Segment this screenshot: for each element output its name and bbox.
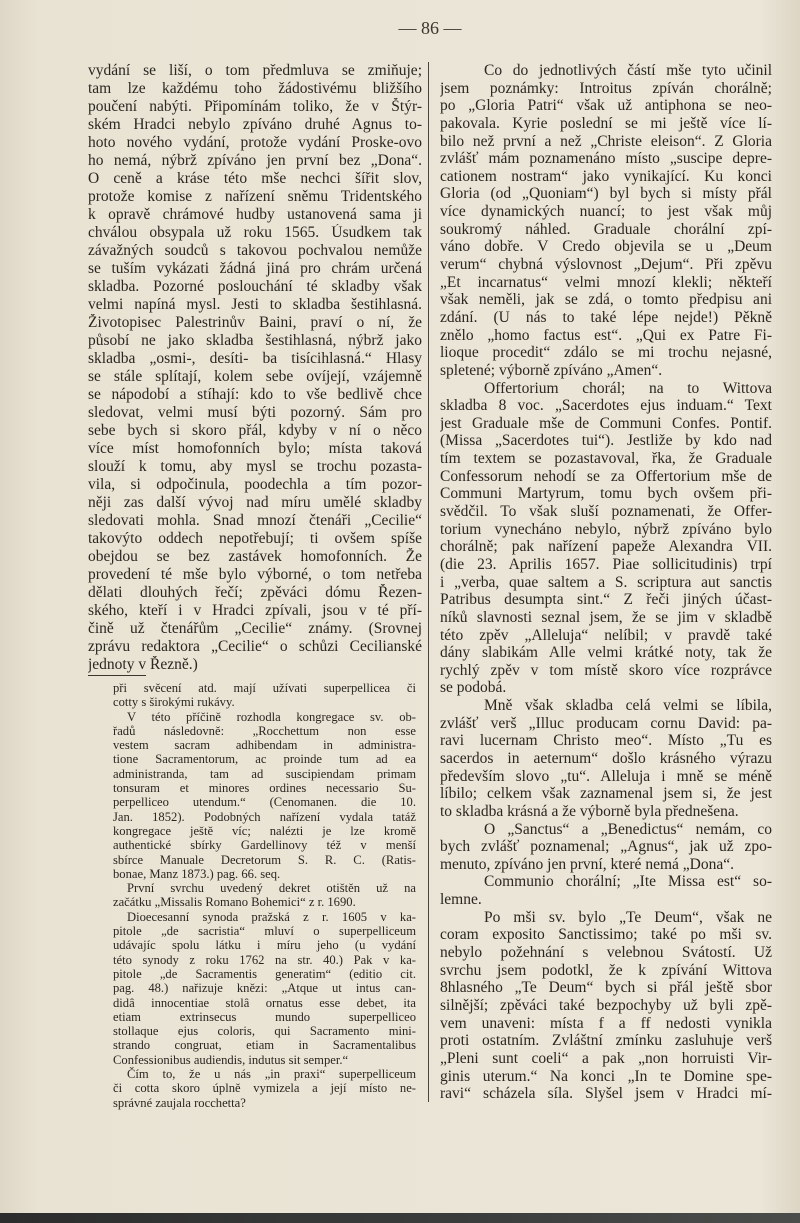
text-line: této zpěv „Alleluja“ nelíbil; v pravdě také	[440, 626, 772, 644]
text-line: dělati dlouhých řečí; zpěváci dómu Řezen-	[88, 584, 422, 601]
text-line: ského, kteří i v Hradci zpívali, jsou v té pří-	[88, 602, 422, 619]
text-line: dány slabikám Alle velmi krátké noty, tak že	[440, 644, 772, 662]
text-line: perpelliceo utendum.“ (Cenomanen. die 10.	[113, 795, 416, 810]
text-line: didâ innocentiae stolâ ornatus esse debet, ita	[113, 995, 416, 1010]
text-line: Patribus desumpta sint.“ Z řeči jiných účast-	[440, 591, 772, 609]
text-line: 8hlasného „Te Deum“ bych si přál ještě sbor	[440, 979, 772, 997]
text-line: něji zas další vývoj nad míru umělé skladby	[88, 494, 422, 511]
text-line: Communio chorální; „Ite Missa est“ so-	[484, 873, 772, 891]
text-line: závažných soudců s takovou pochvalou nemůže	[88, 242, 422, 259]
text-line: authentické sbírky Gardellinovy též v menší	[113, 838, 416, 853]
paragraph	[88, 62, 422, 674]
text-line: správné zaujala rocchetta?	[113, 1095, 246, 1110]
text-line: i „verba, quae saltem a S. scriptura aut sanctis	[440, 573, 772, 591]
paragraph	[440, 62, 772, 380]
text-line: První svrchu uvedený dekret otištěn už na	[127, 881, 416, 896]
paragraph	[113, 881, 416, 910]
text-line: Co do jednotlivých částí mše tyto učinil	[484, 62, 772, 79]
text-line: zvlášť mám poznamenáno místo „suscipe depre-	[440, 150, 772, 168]
text-line: O ceně a kráse této mše nechci šířit slov,	[88, 170, 422, 187]
text-line: zvlášť verš „Illuc producam cornu David: pa-	[440, 714, 772, 732]
paragraph	[113, 710, 416, 882]
text-line: hoto nového vydání, protože vydání Proske-ovo	[88, 134, 422, 151]
text-line: pitole „de sacristia“ mluví o superpelliceum	[113, 924, 416, 939]
paragraph	[440, 697, 772, 820]
text-line: sledovat, velmi musí býti pozorný. Sám pro	[88, 404, 422, 421]
text-line: líbilo; celkem však zaznamenal jsem si, že jest	[440, 785, 772, 803]
text-line: etiam extrinsecus mundo superpelliceo	[113, 1009, 416, 1024]
text-line: této synody z roku 1762 na str. 40.) Pak v ka-	[113, 952, 416, 967]
text-line: takovýto oddech nepotřebují; ti ovšem spíše	[88, 530, 422, 547]
text-line: ginis uterum.“ Na konci „In te Domine spe-	[440, 1067, 772, 1085]
text-line: svědčil. To však sluší poznamenati, že Offer-	[440, 503, 772, 521]
text-line: váno dobře. V Credo objevila se u „Deum	[440, 238, 772, 256]
text-line: lioque procedit“ zdálo se mi trochu nejasné,	[440, 344, 772, 362]
text-line: strando congruat, etiam in Sacramentalibus	[113, 1038, 416, 1053]
text-line: ském Hradci nebylo zpíváno druhé Agnus to-	[88, 116, 422, 133]
text-line: čině už čtenářům „Cecilie“ známy. (Srovnej	[88, 620, 422, 637]
text-line: lemne.	[440, 891, 482, 909]
text-line: či cotta skoro úplně vymizela a její místo ne-	[113, 1081, 416, 1096]
text-line: verum“ chybná výslovnost „Dejum“. Při zpěvu	[440, 256, 772, 274]
text-line: se podobá.	[440, 679, 507, 697]
left-column-main-text	[88, 62, 422, 674]
right-column-text	[440, 62, 772, 1103]
text-line: znělo „homo factus est“. „Qui ex Patre Fi-	[440, 326, 772, 344]
text-line: sacerdos in aeternum“ došlo krásného výrazu	[440, 749, 772, 767]
text-line: při svěcení atd. mají užívati superpellicea či	[113, 681, 416, 695]
text-line: působí ne jako skladba šestihlasná, nýbrž jako	[88, 332, 422, 349]
scan-bottom-edge	[0, 1213, 800, 1223]
text-line: více dynamických nuancí; to jest však můj	[440, 203, 772, 221]
text-line: vila, si odpočinula, poodechla a tím pozor-	[88, 476, 422, 493]
paragraph	[113, 681, 416, 710]
text-line: Životopisec Palestrinův Baini, praví o ní, že	[88, 314, 422, 331]
text-line: skladba 8 voc. „Sacerdotes ejus induam.“ Text	[440, 397, 772, 415]
text-line: bonae, Manz 1873.) pag. 66. seq.	[113, 866, 281, 881]
text-line: cationem nostram“ jako vynikající. Ku konci	[440, 167, 772, 185]
text-line: Confessionibus audiendis, indutus sit semper.“	[113, 1052, 349, 1067]
text-line: pakovala. Kyrie poslední se mi ještě více lí-	[440, 114, 772, 132]
text-line: vydání se liší, o tom předmluva se zmiňuje;	[88, 62, 422, 79]
text-line: (die 23. Aprilis 1657. Piae sollicitudinis) trpí	[440, 555, 772, 573]
text-line: Dioecesanní synoda pražská z r. 1605 v ka-	[127, 909, 416, 924]
text-line: protože komise z nařízení sněmu Tridentského	[88, 188, 422, 205]
text-line: vem unaveni: místa f a ff nedosti vynikla	[440, 1014, 772, 1032]
text-line: sledovati mohla. Snad mnozí čtenáři „Cecilie“	[88, 512, 422, 529]
page-number: — 86 —	[398, 18, 462, 38]
text-line: tione Sacramentorum, ac proinde tum ad ea	[113, 752, 416, 767]
footnote-separator-rule	[88, 675, 146, 676]
paragraph	[113, 1067, 416, 1110]
text-line: Offertorium chorál; na to Wittova	[484, 379, 772, 397]
text-line: níků slavnosti seznal jsem, že se jim v skladbě	[440, 608, 772, 626]
text-line: po „Gloria Patri“ však už antiphona se neo-	[440, 97, 772, 115]
text-line: to skladba krásná a že výborně byla přednešena.	[440, 802, 739, 820]
text-line: ravi lucernam Christo meo“. Místo „Tu es	[440, 732, 772, 750]
text-line: proti ostatním. Zvláštní zmínku zasluhuje verš	[440, 1032, 772, 1050]
text-line: skladba „osmi-, desíti- ba tisícihlasná.“ Hlasy	[88, 350, 422, 367]
text-line: Po mši sv. bylo „Te Deum“, však ne	[484, 908, 772, 926]
text-line: coram exposito Sanctissimo; také po mši sv.	[440, 926, 772, 944]
text-line: Communi Martyrum, tomu bych ovšem při-	[440, 485, 772, 503]
text-line: administranda, tam ad suscipiendam primam	[113, 766, 416, 781]
paragraph	[113, 910, 416, 1067]
text-line: udávajíc spolu látku i míru jeho (u vydání	[113, 938, 416, 953]
text-line: Gloria (od „Quoniam“) byl bych si místy přál	[440, 185, 772, 203]
text-line: soukromý náhled. Graduale chorální zpí-	[440, 220, 772, 238]
text-line: skladba. Pozorné poslouchání té skladby však	[88, 278, 422, 295]
text-line: O „Sanctus“ a „Benedictus“ nemám, co	[484, 820, 772, 838]
text-line: Čím to, že u nás „in praxi“ superpelliceum	[127, 1067, 416, 1082]
text-line: vestem sacram adhibendam in administra-	[113, 738, 416, 753]
text-line: rychlý zpěv v tom místě skoro více rozprávce	[440, 661, 772, 679]
text-line: Mně však skladba celá velmi se líbila,	[484, 697, 772, 715]
column-divider	[428, 62, 429, 1102]
text-line: cotty s širokými rukávy.	[113, 695, 235, 710]
text-line: velmi napíná mysl. Jesti to skladba šestihlasná.	[88, 296, 422, 313]
text-line: ravi“ scházela síla. Slyšel jsem v Hradci mí-	[440, 1085, 772, 1103]
text-line: bych zvlášť poznamenal; „Agnus“, jak už zpo-	[440, 838, 772, 856]
text-line: především slovo „tu“. Alleluja i mně se méně	[440, 767, 772, 785]
text-line: řadů následovně: „Rocchettum non esse	[113, 723, 416, 738]
text-line: se stále splítají, kolem sebe ovíjejí, vzájemně	[88, 368, 422, 385]
text-line: bilo než první a než „Christe eleison“. Z Gloria	[440, 132, 772, 150]
paragraph	[440, 380, 772, 698]
text-line: kongregace ještě víc; nalézti je lze kromě	[113, 823, 416, 838]
text-line: chválou obsypala už roku 1565. Úsudkem tak	[88, 224, 422, 241]
text-line: slouží k tomu, aby mysl se trochu pozasta-	[88, 458, 422, 475]
text-line: Jan. 1852). Podobných nařízení vydala tatáž	[113, 809, 416, 824]
text-line: tam lze každému toho žádostivému bližšího	[88, 80, 422, 97]
text-line: zprávu redaktora „Cecilie“ o schůzi Cecilianské	[88, 638, 422, 655]
text-line: provedení té mše bylo výborné, o tom netřeba	[88, 566, 422, 583]
text-line: pag. 48.) nařizuje knězi: „Atque ut intus can-	[113, 981, 416, 996]
text-line: jednoty v Řezně.)	[88, 656, 198, 673]
text-line: sbírce Manuale Decretorum S. R. C. (Ratis-	[113, 852, 416, 867]
text-line: začátku „Missalis Romano Bohemici“ z r. 1690.	[113, 895, 356, 910]
text-line: torium vynecháno nebylo, nýbrž zpíváno bylo	[440, 520, 772, 538]
left-column-footnotes	[113, 681, 416, 1110]
text-line: V této příčině rozhodla kongregace sv. ob-	[127, 709, 416, 724]
text-line: pitole „de Sacramentis generatim“ (editio cit.	[113, 966, 416, 981]
paragraph	[440, 909, 772, 1103]
text-line: tonsuram et minores ordines necessario Su-	[113, 781, 416, 796]
text-line: zdání. (U nás to také lépe nejde!) Pěkně	[440, 308, 772, 326]
text-line: menuto, zpíváno jen první, které nemá „Dona“.	[440, 855, 734, 873]
text-line: „Pleni sunt coeli“ a pak „non horruisti Vir-	[440, 1049, 772, 1067]
text-line: k opravě chrámové hudby ustanovená sama ji	[88, 206, 422, 223]
text-line: Confessorum nehodí se za Offertorium mše de	[440, 467, 772, 485]
text-line: více míst homofonních bylo; místa taková	[88, 440, 422, 457]
text-line: „Et incarnatus“ velmi mnozí klekli; někteří	[440, 273, 772, 291]
text-line: svrchu jsem podotkl, že k zpívání Wittova	[440, 961, 772, 979]
paragraph	[440, 873, 772, 908]
text-line: však neměli, jak se zdá, o tomto předpisu ani	[440, 291, 772, 309]
text-line: jest Graduale mše de Communi Confes. Pontif.	[440, 414, 772, 432]
text-line: se tuším vykázati žádná jiná pro chrám určená	[88, 260, 422, 277]
text-line: chorálně; pak nařízení papeže Alexandra VII.	[440, 538, 772, 556]
text-line: (Missa „Sacerdotes tui“). Jestliže by kdo nad	[440, 432, 772, 450]
text-line: ho nemá, nýbrž zpíváno jen první bez „Dona“.	[88, 152, 422, 169]
text-line: nebylo požehnání s velebnou Svátostí. Už	[440, 944, 772, 962]
paragraph	[440, 821, 772, 874]
text-line: stollaque ejus coloris, qui Sacramento mini-	[113, 1024, 416, 1039]
text-line: sebe bych si skoro přál, kdyby v ní o něco	[88, 422, 422, 439]
text-line: se nápodobí a stíhají: kdo to vše bedlivě chce	[88, 386, 422, 403]
text-line: spletené; výborně zpíváno „Amen“.	[440, 361, 663, 379]
text-line: jsem poznámky: Introitus zpíván chorálně;	[440, 79, 772, 97]
text-line: tím textem se pozastavoval, řka, že Graduale	[440, 450, 772, 468]
text-line: poučení nabýti. Připomínám toliko, že v Štýr-	[88, 98, 422, 115]
text-line: obejdou se bez zastávek homofonních. Že	[88, 548, 422, 565]
text-line: silnější; zpěváci také bezpochyby už byli zpě-	[440, 996, 772, 1014]
